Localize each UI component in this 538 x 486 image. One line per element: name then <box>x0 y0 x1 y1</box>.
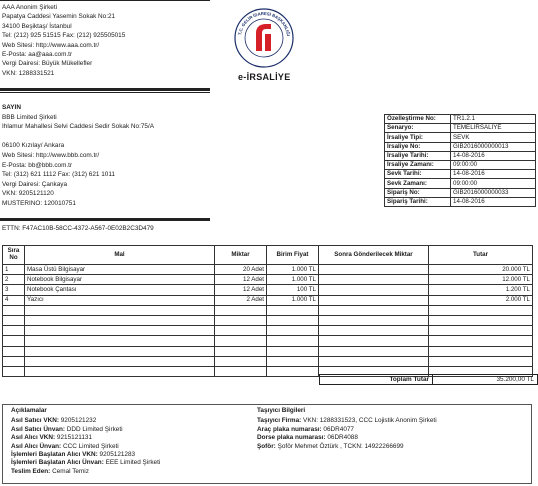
top-divider <box>0 0 210 1</box>
info-value: TEMELIRSALIYE <box>451 124 536 133</box>
table-cell: 2 Adet <box>215 295 267 305</box>
total-table <box>319 374 538 385</box>
table-cell <box>429 315 533 325</box>
receiver-email: E-Posta: bb@bbb.com.tr <box>2 161 73 169</box>
gib-logo-icon <box>233 7 295 69</box>
sender-name: AAA Anonim Şirketi <box>2 4 58 11</box>
table-cell <box>25 315 215 325</box>
table-cell <box>429 346 533 356</box>
notes-line-key: Asıl Alıcı VKN: <box>11 434 56 442</box>
notes-line-key: Asıl Satıcı Ünvan: <box>11 425 65 433</box>
table-row <box>3 326 533 336</box>
carrier-line-key: Dorse plaka numarası: <box>257 434 326 442</box>
table-cell <box>3 326 25 336</box>
notes-line <box>11 434 160 442</box>
carrier-line-key: Şoför: <box>257 442 276 450</box>
table-row <box>3 346 533 356</box>
table-cell <box>319 265 429 275</box>
info-value: 09:00:00 <box>451 179 536 188</box>
column-header: Tutar <box>429 246 533 265</box>
table-cell <box>3 315 25 325</box>
table-cell <box>429 305 533 315</box>
table-cell <box>319 285 429 295</box>
table-row <box>3 275 533 285</box>
receiver-tax-office: Vergi Dairesi: Çankaya <box>2 180 68 188</box>
table-cell: 12 Adet <box>215 285 267 295</box>
table-cell <box>215 356 267 366</box>
info-key: İrsaliye Tipi: <box>385 133 451 142</box>
column-header: Birim Fiyat <box>267 246 319 265</box>
table-cell <box>319 295 429 305</box>
info-row <box>385 142 536 151</box>
receiver-website: Web Sitesi: http://www.bbb.com.tr/ <box>2 151 100 159</box>
receiver-heading: SAYIN <box>2 104 21 111</box>
info-value: TR1.2.1 <box>451 115 536 124</box>
notes-line-value: DDD Limited Şirketi <box>64 425 123 433</box>
info-row <box>385 197 536 206</box>
sender-tax-office: Vergi Dairesi: Büyük Mükellefler <box>2 60 93 68</box>
table-cell <box>25 356 215 366</box>
table-cell: 1.000 TL <box>267 275 319 285</box>
table-cell <box>3 305 25 315</box>
info-row <box>385 179 536 188</box>
sender-divider-thin <box>0 92 210 93</box>
carrier-line <box>257 426 437 434</box>
table-cell <box>25 366 215 376</box>
info-row <box>385 115 536 124</box>
info-row <box>385 124 536 133</box>
info-value: SEVK <box>451 133 536 142</box>
info-row <box>385 151 536 160</box>
info-row <box>385 133 536 142</box>
total-label: Toplam Tutar <box>320 375 433 385</box>
table-cell <box>3 366 25 376</box>
table-row <box>3 305 533 315</box>
table-cell <box>3 346 25 356</box>
ettn-label: ETTN: F47AC10B-58CC-4372-A567-0E02B2C3D479 <box>2 225 154 232</box>
carrier-line <box>257 417 437 425</box>
table-cell <box>25 346 215 356</box>
notes-line <box>11 468 160 476</box>
notes-line-value: 9205121232 <box>58 417 97 425</box>
column-header: Mal <box>25 246 215 265</box>
total-value: 35.200,00 TL <box>433 375 538 385</box>
notes-line <box>11 426 160 434</box>
table-cell: Notebook Bilgisayar <box>25 275 215 285</box>
notes-line <box>11 459 160 467</box>
info-key: Sevk Tarihi: <box>385 170 451 179</box>
receiver-divider <box>0 218 210 221</box>
receiver-address: Ihlamur Mahallesi Selvi Caddesi Sedir Sokak No:75/A <box>2 123 155 131</box>
table-cell <box>25 305 215 315</box>
table-row <box>3 336 533 346</box>
notes-heading: Açıklamalar <box>11 407 47 414</box>
notes-line-value: EEE Limited Şirketi <box>103 459 161 467</box>
info-row <box>385 160 536 169</box>
table-cell <box>319 356 429 366</box>
sender-email: E-Posta: aa@aaa.com.tr <box>2 50 73 58</box>
table-cell <box>267 305 319 315</box>
carrier-line-value: 06DR4088 <box>325 434 358 442</box>
table-cell <box>319 346 429 356</box>
table-cell: Masa Üstü Bilgisayar <box>25 265 215 275</box>
table-cell: 12.000 TL <box>429 275 533 285</box>
carrier-line-value: 06DR4077 <box>321 425 354 433</box>
notes-line-key: İşlemleri Başlatan Alıcı Ünvan: <box>11 459 104 467</box>
notes-line-value: 9205121283 <box>97 450 136 458</box>
sender-website: Web Sitesi: http://www.aaa.com.tr/ <box>2 41 100 49</box>
table-cell <box>267 336 319 346</box>
info-key: Senaryo: <box>385 124 451 133</box>
notes-line-key: Asıl Alıcı Ünvan: <box>11 442 62 450</box>
column-header: Sonra Gönderilecek Miktar <box>319 246 429 265</box>
info-key: İrsaliye Tarihi: <box>385 151 451 160</box>
table-cell <box>319 326 429 336</box>
table-cell <box>3 356 25 366</box>
column-header: Miktar <box>215 246 267 265</box>
carrier-line <box>257 443 437 451</box>
receiver-block <box>2 104 222 210</box>
sender-address: Papatya Caddesi Yasemin Sokak No:21 <box>2 13 116 21</box>
sender-city: 34100 Beşiktaş/ İstanbul <box>2 22 72 30</box>
table-cell <box>267 346 319 356</box>
document-info-table <box>384 114 536 207</box>
table-cell: Yazıcı <box>25 295 215 305</box>
table-cell <box>215 336 267 346</box>
table-cell <box>319 336 429 346</box>
carrier-line-key: Araç plaka numarası: <box>257 425 322 433</box>
info-key: Sipariş Tarihi: <box>385 197 451 206</box>
table-cell <box>429 326 533 336</box>
table-cell: Notebook Çantası <box>25 285 215 295</box>
info-row <box>385 188 536 197</box>
table-cell: 20.000 TL <box>429 265 533 275</box>
table-cell <box>25 326 215 336</box>
table-cell <box>215 346 267 356</box>
carrier-line <box>257 434 437 442</box>
info-key: Özelleştirme No: <box>385 115 451 124</box>
table-row <box>3 265 533 275</box>
receiver-city: 06100 Kızılay/ Ankara <box>2 142 65 150</box>
info-value: 09:00:00 <box>451 160 536 169</box>
table-cell: 20 Adet <box>215 265 267 275</box>
info-value: GIB2016000000033 <box>451 188 536 197</box>
table-cell <box>267 315 319 325</box>
sender-phone: Tel: (212) 925 51515 Fax: (212) 925505015 <box>2 32 126 40</box>
table-cell: 2 <box>3 275 25 285</box>
svg-text:T.C. GELİR İDARESİ BAŞKANLIĞI: T.C. GELİR İDARESİ BAŞKANLIĞI <box>237 10 291 37</box>
table-cell <box>319 315 429 325</box>
table-cell <box>215 305 267 315</box>
column-header: Sıra No <box>3 246 25 265</box>
notes-line-key: Asıl Satıcı VKN: <box>11 417 59 425</box>
info-value: GIB2016000000013 <box>451 142 536 151</box>
notes-line-value: CCC Limited Şirketi <box>61 442 119 450</box>
carrier-line-value: Şoför Mehmet Öztürk , TCKN: 14922266699 <box>275 442 404 450</box>
table-cell <box>319 305 429 315</box>
table-cell <box>215 315 267 325</box>
table-cell <box>267 326 319 336</box>
receiver-blank <box>2 133 222 143</box>
carrier-line-key: Taşıyıcı Firma: <box>257 417 302 425</box>
receiver-name: BBB Limited Şirketi <box>2 113 57 121</box>
table-cell <box>25 336 215 346</box>
table-cell <box>215 326 267 336</box>
table-cell <box>429 356 533 366</box>
carrier-heading: Taşıyıcı Bilgileri <box>257 407 306 414</box>
table-cell: 3 <box>3 285 25 295</box>
info-row <box>385 170 536 179</box>
receiver-phone: Tel: (312) 621 1112 Fax: (312) 621 1011 <box>2 171 115 179</box>
info-key: Sevk Zamanı: <box>385 179 451 188</box>
table-row <box>3 356 533 366</box>
table-cell <box>429 336 533 346</box>
table-cell: 12 Adet <box>215 275 267 285</box>
notes-line-value: Cemal Temiz <box>50 467 89 475</box>
notes-line <box>11 443 160 451</box>
table-cell: 100 TL <box>267 285 319 295</box>
notes-line-key: İşlemleri Başlatan Alıcı VKN: <box>11 450 98 458</box>
table-cell: 1 <box>3 265 25 275</box>
table-cell <box>3 336 25 346</box>
table-row <box>3 285 533 295</box>
table-cell <box>267 356 319 366</box>
notes-line <box>11 417 160 425</box>
table-cell <box>267 366 319 376</box>
receiver-vkn: VKN: 9205121120 <box>2 190 54 198</box>
sender-vkn: VKN: 1288331521 <box>2 69 55 77</box>
table-row <box>3 295 533 305</box>
table-cell <box>215 366 267 376</box>
document-title: e-İRSALİYE <box>238 72 291 82</box>
table-cell <box>319 275 429 285</box>
table-cell: 4 <box>3 295 25 305</box>
info-key: Sipariş No: <box>385 188 451 197</box>
info-value: 14-08-2016 <box>451 151 536 160</box>
carrier-line-value: VKN: 1288331523, CCC Lojistik Anonim Şirketi <box>301 417 437 425</box>
info-value: 14-08-2016 <box>451 197 536 206</box>
info-key: İrsaliye No: <box>385 142 451 151</box>
info-value: 14-08-2016 <box>451 170 536 179</box>
table-cell: 2.000 TL <box>429 295 533 305</box>
sender-divider <box>0 88 210 91</box>
table-row <box>3 315 533 325</box>
receiver-customer-no: MUSTERINO: 120010751 <box>2 199 76 207</box>
table-cell: 1.000 TL <box>267 295 319 305</box>
notes-line-key: Teslim Eden: <box>11 467 51 475</box>
notes-section <box>11 407 160 476</box>
sender-block <box>2 4 202 79</box>
table-cell: 1.000 TL <box>267 265 319 275</box>
carrier-section <box>257 407 437 451</box>
items-table <box>2 245 533 377</box>
table-cell: 1.200 TL <box>429 285 533 295</box>
info-key: İrsaliye Zamanı: <box>385 160 451 169</box>
footer-panel <box>2 404 532 484</box>
notes-line-value: 9215121131 <box>55 434 92 442</box>
